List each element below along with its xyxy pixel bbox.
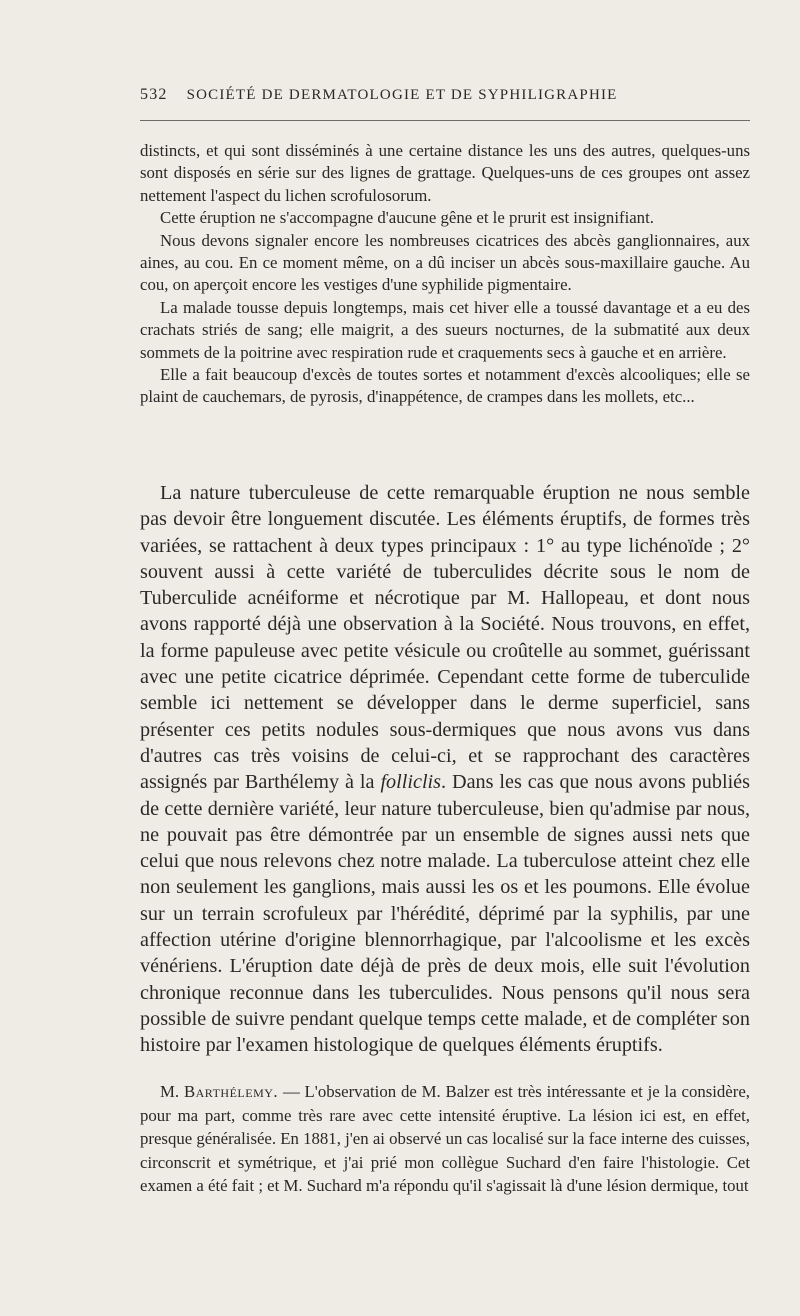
case-description	[140, 140, 750, 409]
commentary-text-1: La nature tuberculeuse de cette remarquable éruption ne nous semble pas devoir être longuement discutée. Les éléments éruptifs, de formes très variées, se rattachent à deux types principaux : 1° au type lichénoïde ; 2° souvent aussi à cette variété de tuberculides décrite sous le nom de Tuberculide acnéiforme et nécrotique par M. Hallopeau, et dont nous avons rapporté déjà une observation à la Société. Nous trouvons, en effet, la forme papuleuse avec petite vésicule ou croûtelle au sommet, guérissant avec une petite cicatrice déprimée. Cependant cette forme de tuberculide semble ici nettement se développer dans le derme superficiel, sans présenter ces petits nodules sous-dermiques que nous avons vus dans d'autres cas très voisins de celui-ci, et se rapprochant des caractères assignés par Barthélemy à la	[140, 482, 750, 794]
running-header	[140, 86, 750, 104]
italic-term: folliclis	[380, 771, 442, 794]
paragraph-cough: La malade tousse depuis longtemps, mais cet hiver elle a toussé davantage et a eu des crachats striés de sang; elle maigrit, a des sueurs nocturnes, de la submatité aux deux sommets de la poitrine avec respiration rude et craquements secs à gauche et en arrière.	[140, 297, 750, 362]
header-title: SOCIÉTÉ DE DERMATOLOGIE ET DE SYPHILIGRAPHIE	[186, 87, 618, 103]
page-number: 532	[140, 86, 168, 103]
paragraph-tuberculous-nature	[140, 480, 750, 1059]
speaker-prefix: M.	[160, 1082, 180, 1101]
paragraph-excess: Elle a fait beaucoup d'excès de toutes sortes et notamment d'excès alcooliques; elle se plaint de cauchemars, de pyrosis, d'inappétence, de crampes dans les mollets, etc...	[140, 365, 750, 407]
commentary	[140, 480, 750, 1059]
paragraph-eruption: Cette éruption ne s'accompagne d'aucune gêne et le prurit est insignifiant.	[160, 208, 654, 228]
discussion-text: — L'observation de M. Balzer est très intéressante et je la considère, pour ma part, comme très rare avec cette intensité éruptive. La lésion ici est, en effet, presque généralisée. En 1881, j'en ai observé un cas localisé sur la face interne des cuisses, circonscrit et symétrique, et j'ai prié mon collègue Suchard d'en faire l'histologie. Cet examen a été fait ; et M. Suchard m'a répondu qu'il s'agissait là d'une lésion dermique, tout	[140, 1082, 750, 1196]
paragraph-scars: Nous devons signaler encore les nombreuses cicatrices des abcès ganglionnaires, aux aines, au cou. En ce moment même, on a dû inciser un abcès sous-maxillaire gauche. Au cou, on aperçoit encore les vestiges d'une syphilide pigmentaire.	[140, 230, 750, 295]
paragraph-continuation: distincts, et qui sont disséminés à une certaine distance les uns des autres, quelques-uns sont disposés en série sur des lignes de grattage. Quelques-uns de ces groupes ont assez nettement l'aspect du lichen scrofulosorum.	[140, 141, 750, 205]
commentary-text-2: . Dans les cas que nous avons publiés de cette dernière variété, leur nature tuberculeuse, bien qu'admise par nous, ne pouvait pas être démontrée par un ensemble de signes aussi nets que celui que nous relevons chez notre malade. La tuberculose atteint chez elle non seulement les ganglions, mais aussi les os et les poumons. Elle évolue sur un terrain scrofuleux par l'hérédité, déprimé par la syphilis, par une affection utérine d'origine blennorrhagique, par l'alcoolisme et les excès vénériens. L'éruption date déjà de près de deux mois, elle suit l'évolution chronique reconnue dans les tuberculides. Nous pensons qu'il nous sera possible de suivre pendant quelque temps cette malade, et de compléter son histoire par l'examen histologique de quelques éléments éruptifs.	[140, 771, 750, 1057]
header-rule	[140, 120, 750, 121]
discussion	[140, 1080, 750, 1198]
speaker-name: Barthélemy.	[183, 1082, 279, 1101]
paragraph-barthelemy	[140, 1080, 750, 1198]
